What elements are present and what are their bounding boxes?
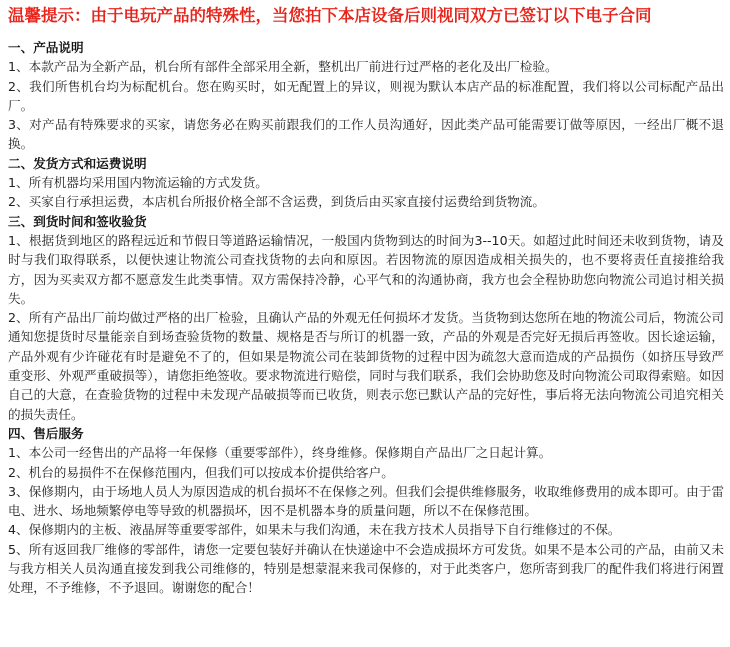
- section-title: 三、到货时间和签收验货: [8, 213, 147, 229]
- clause: 2、所有产品出厂前均做过严格的出厂检验，且确认产品的外观无任何损坏才发货。当货物到达您所在地的物流公司后，物流公司通知您提货时尽量能亲自到场查验货物的数量、规格是否与所订的机器一致，产品的外观是否完好无损后再签收。因长途运输，产品外观有少许碰花有时是避免不了的，但如果是物流公司在装卸货物的过程中因为疏忽大意而造成的产品损伤（如挤压导致严重变形、外观严重破损等），请您拒绝签收。要求物流进行赔偿，同时与我们联系，我们会协助您及时向物流公司取得索赔。如因自己的大意，在查验货物的过程中未发现产品破损等而已收货，则表示您已默认产品的完好性，事后将无法向物流公司追究相关的损失责任。: [8, 310, 724, 422]
- clause: 1、本公司一经售出的产品将一年保修（重要零部件），终身维修。保修期自产品出厂之日起计算。: [8, 445, 552, 461]
- clause: 2、我们所售机台均为标配机台。您在购买时，如无配置上的异议，则视为默认本店产品的标准配置，我们将以公司标配产品出厂。: [8, 78, 724, 113]
- section-shipping: [8, 154, 724, 212]
- section-title: 二、发货方式和运费说明: [8, 155, 147, 171]
- section-delivery-inspection: [8, 212, 724, 424]
- clause: 4、保修期内的主板、液晶屏等重要零部件，如果未与我们沟通，未在我方技术人员指导下自行维修过的不保。: [8, 522, 621, 538]
- section-after-sales: [8, 424, 724, 598]
- clause: 3、对产品有特殊要求的买家，请您务必在购买前跟我们的工作人员沟通好，因此类产品可能需要订做等原因，一经出厂概不退换。: [8, 117, 724, 152]
- clause: 5、所有返回我厂维修的零部件，请您一定要包装好并确认在快递途中不会造成损坏方可发货。如果不是本公司的产品，由前又未与我方相关人员沟通直接发到我公司维修的，特别是想蒙混来我司保修的，对于此类客户，您所寄到我厂的配件我们将进行闲置处理，不予维修，不予退回。谢谢您的配合！: [8, 541, 724, 596]
- clause: 1、本款产品为全新产品，机台所有部件全部采用全新，整机出厂前进行过严格的老化及出厂检验。: [8, 59, 558, 75]
- clause: 1、根据货到地区的路程远近和节假日等道路运输情况，一般国内货物到达的时间为3--10天。如超过此时间还未收到货物，请及时与我们取得联系，以便快速让物流公司查找货物的去向和原因。若因物流的原因造成相关损失的，也不要将责任直接推给我方，因为买卖双方都不愿意发生此类事情。双方需保持冷静，心平气和的沟通协商，我方也会全程协助您向物流公司追讨相关损失。: [8, 232, 724, 306]
- warning-banner: 温馨提示：由于电玩产品的特殊性，当您拍下本店设备后则视同双方已签订以下电子合同: [8, 6, 652, 25]
- clause: 3、保修期内，由于场地人员人为原因造成的机台损坏不在保修之列。但我们会提供维修服务，收取维修费用的成本即可。由于雷电、进水、场地频繁停电等导致的机器损坏，因不是机器本身的质量问题，所以不在保修范围。: [8, 483, 724, 519]
- section-title: 一、产品说明: [8, 40, 84, 55]
- contract-body: [8, 38, 724, 598]
- clause: 2、机台的易损件不在保修范围内，但我们可以按成本价提供给客户。: [8, 464, 394, 480]
- section-title: 四、售后服务: [8, 425, 84, 441]
- clause: 1、所有机器均采用国内物流运输的方式发货。: [8, 175, 268, 191]
- section-product-description: [8, 38, 724, 154]
- clause: 2、买家自行承担运费，本店机台所报价格全部不含运费，到货后由买家直接付运费给到货物流。: [8, 194, 545, 210]
